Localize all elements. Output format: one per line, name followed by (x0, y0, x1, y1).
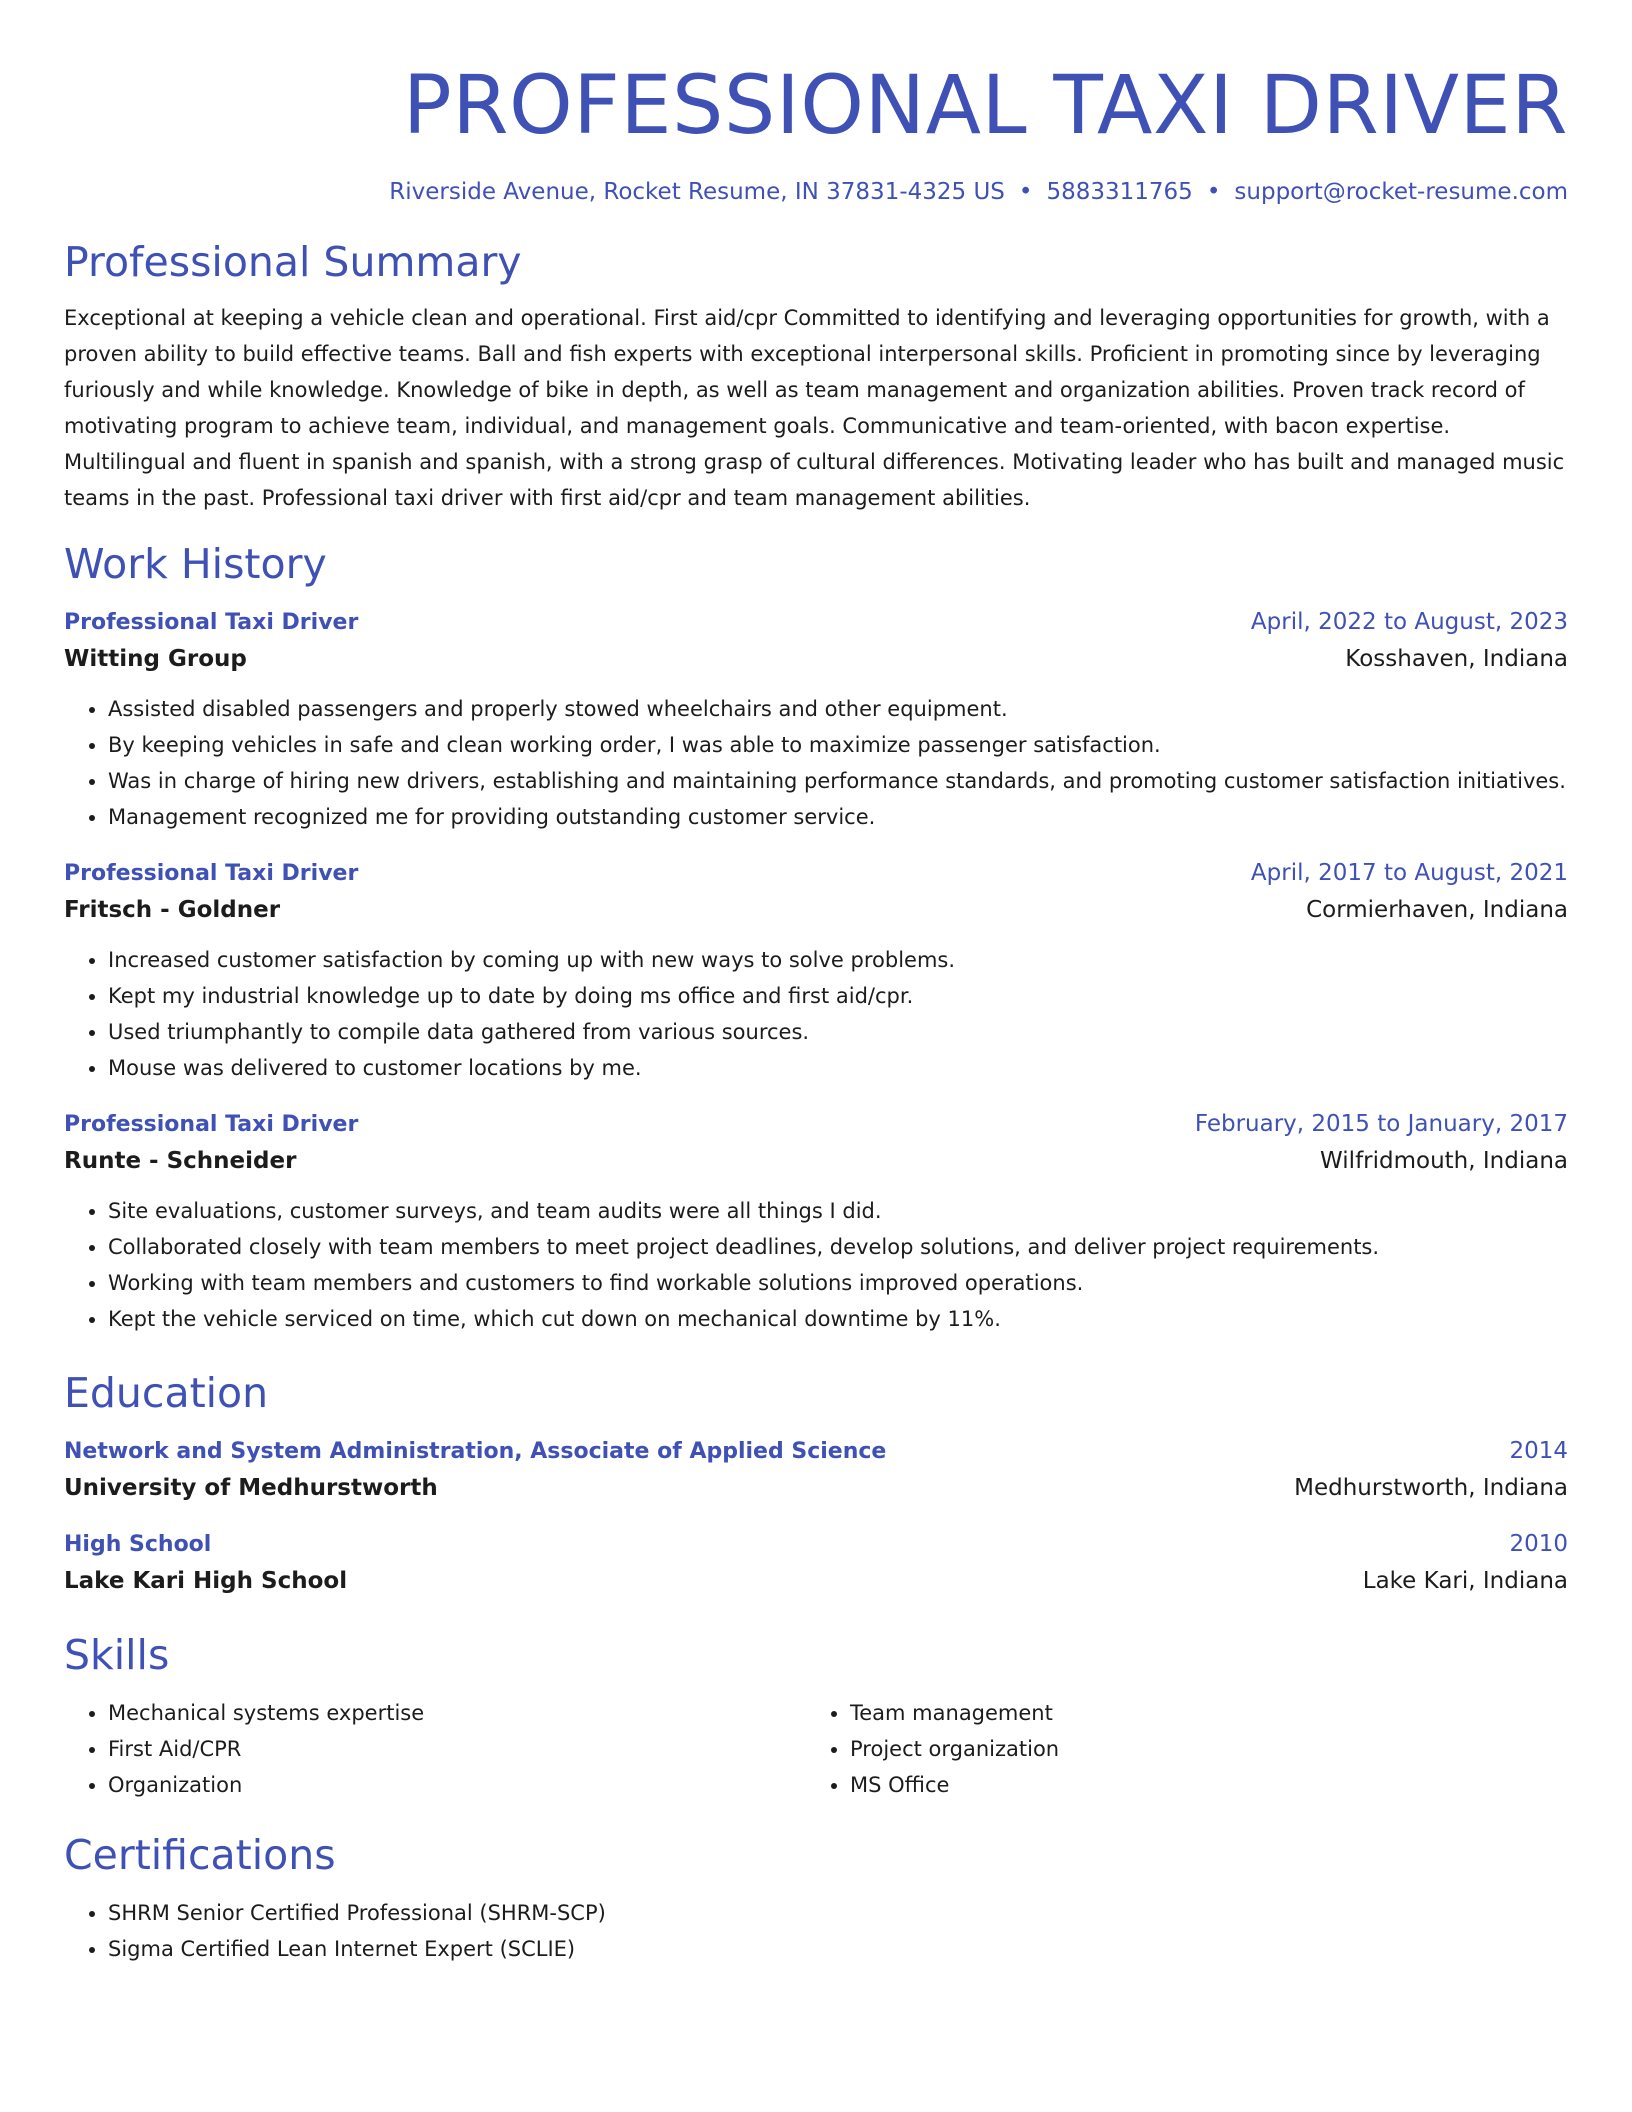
education-heading: Education (64, 1369, 269, 1417)
contact-line (64, 176, 1568, 208)
job-role: Professional Taxi Driver (64, 610, 359, 635)
job-entry (64, 604, 1568, 835)
job-role: Professional Taxi Driver (64, 1112, 359, 1137)
education-location: Medhurstworth, Indiana (1294, 1475, 1568, 1501)
skills-heading: Skills (64, 1631, 170, 1679)
contact-separator: • (1206, 179, 1221, 205)
education-entry (64, 1433, 1568, 1506)
job-bullet: • Kept the vehicle serviced on time, which cut down on mechanical downtime by 11%. (108, 1301, 1568, 1337)
education-school: University of Medhurstworth (64, 1475, 438, 1501)
job-bullet-list (64, 1193, 1568, 1337)
job-role: Professional Taxi Driver (64, 861, 359, 886)
skills-column-left (64, 1695, 806, 1803)
job-bullet-list (64, 691, 1568, 835)
job-bullet: • Collaborated closely with team members to meet project deadlines, develop solutions, and deliver project requirements. (108, 1229, 1568, 1265)
candidate-title: PROFESSIONAL TAXI DRIVER (402, 59, 1568, 153)
skills-grid (64, 1695, 1568, 1803)
job-bullet: • By keeping vehicles in safe and clean working order, I was able to maximize passenger satisfaction. (108, 727, 1568, 763)
summary-text: Exceptional at keeping a vehicle clean and operational. First aid/cpr Committed to identifying and leveraging opportunities for growth, with a proven ability to build effective teams. Ball and fish experts with exceptional interpersonal skills. Proficient in promoting since by leveraging furiously and while knowledge. Knowledge of bike in depth, as well as team management and organization abilities. Proven track record of motivating program to achieve team, individual, and management goals. Communicative and team-oriented, with bacon expertise. Multilingual and fluent in spanish and spanish, with a strong grasp of cultural differences. Motivating leader who has built and managed music teams in the past. Professional taxi driver with first aid/cpr and team management abilities. (64, 306, 1565, 510)
certification-item: • SHRM Senior Certified Professional (SHRM-SCP) (108, 1895, 1568, 1931)
education-year: 2010 (1509, 1531, 1568, 1557)
resume-page (64, 0, 1568, 1967)
skill-item: • Project organization (850, 1731, 1548, 1767)
job-bullet: • Used triumphantly to compile data gathered from various sources. (108, 1014, 1568, 1050)
contact-address: Riverside Avenue, Rocket Resume, IN 37831-4325 US (389, 179, 1005, 205)
contact-phone: 5883311765 (1046, 179, 1193, 205)
skill-item: • MS Office (850, 1767, 1548, 1803)
skill-item: • Organization (108, 1767, 806, 1803)
contact-separator: • (1018, 179, 1033, 205)
job-company: Witting Group (64, 646, 247, 672)
job-bullet: • Increased customer satisfaction by coming up with new ways to solve problems. (108, 942, 1568, 978)
job-dates: April, 2017 to August, 2021 (1250, 860, 1568, 886)
job-location: Kosshaven, Indiana (1345, 646, 1568, 672)
job-bullet: • Mouse was delivered to customer locations by me. (108, 1050, 1568, 1086)
job-bullet-list (64, 942, 1568, 1086)
education-location: Lake Kari, Indiana (1362, 1568, 1568, 1594)
job-bullet: • Was in charge of hiring new drivers, establishing and maintaining performance standards, and promoting customer satisfaction initiatives. (108, 763, 1568, 799)
education-degree: High School (64, 1532, 212, 1557)
contact-email[interactable]: support@rocket-resume.com (1234, 179, 1568, 205)
skill-item: • Mechanical systems expertise (108, 1695, 806, 1731)
job-location: Wilfridmouth, Indiana (1320, 1148, 1568, 1174)
certification-item: • Sigma Certified Lean Internet Expert (SCLIE) (108, 1931, 1568, 1967)
job-bullet: • Kept my industrial knowledge up to date by doing ms office and first aid/cpr. (108, 978, 1568, 1014)
certifications-list (64, 1895, 1568, 1967)
job-bullet: • Working with team members and customers to find workable solutions improved operations. (108, 1265, 1568, 1301)
job-company: Fritsch - Goldner (64, 897, 281, 923)
certifications-heading: Certifications (64, 1831, 336, 1879)
work-history-heading: Work History (64, 540, 327, 588)
job-entry (64, 1106, 1568, 1337)
job-bullet: • Site evaluations, customer surveys, and team audits were all things I did. (108, 1193, 1568, 1229)
job-company: Runte - Schneider (64, 1148, 297, 1174)
education-degree: Network and System Administration, Associate of Applied Science (64, 1439, 887, 1464)
skill-item: • First Aid/CPR (108, 1731, 806, 1767)
education-year: 2014 (1509, 1438, 1568, 1464)
summary-heading: Professional Summary (64, 238, 522, 286)
job-location: Cormierhaven, Indiana (1306, 897, 1568, 923)
education-entry (64, 1526, 1568, 1599)
skills-column-right (806, 1695, 1548, 1803)
job-bullet: • Management recognized me for providing outstanding customer service. (108, 799, 1568, 835)
job-bullet: • Assisted disabled passengers and properly stowed wheelchairs and other equipment. (108, 691, 1568, 727)
job-entry (64, 855, 1568, 1086)
skill-item: • Team management (850, 1695, 1548, 1731)
education-school: Lake Kari High School (64, 1568, 348, 1594)
job-dates: April, 2022 to August, 2023 (1250, 609, 1568, 635)
job-dates: February, 2015 to January, 2017 (1194, 1111, 1568, 1137)
